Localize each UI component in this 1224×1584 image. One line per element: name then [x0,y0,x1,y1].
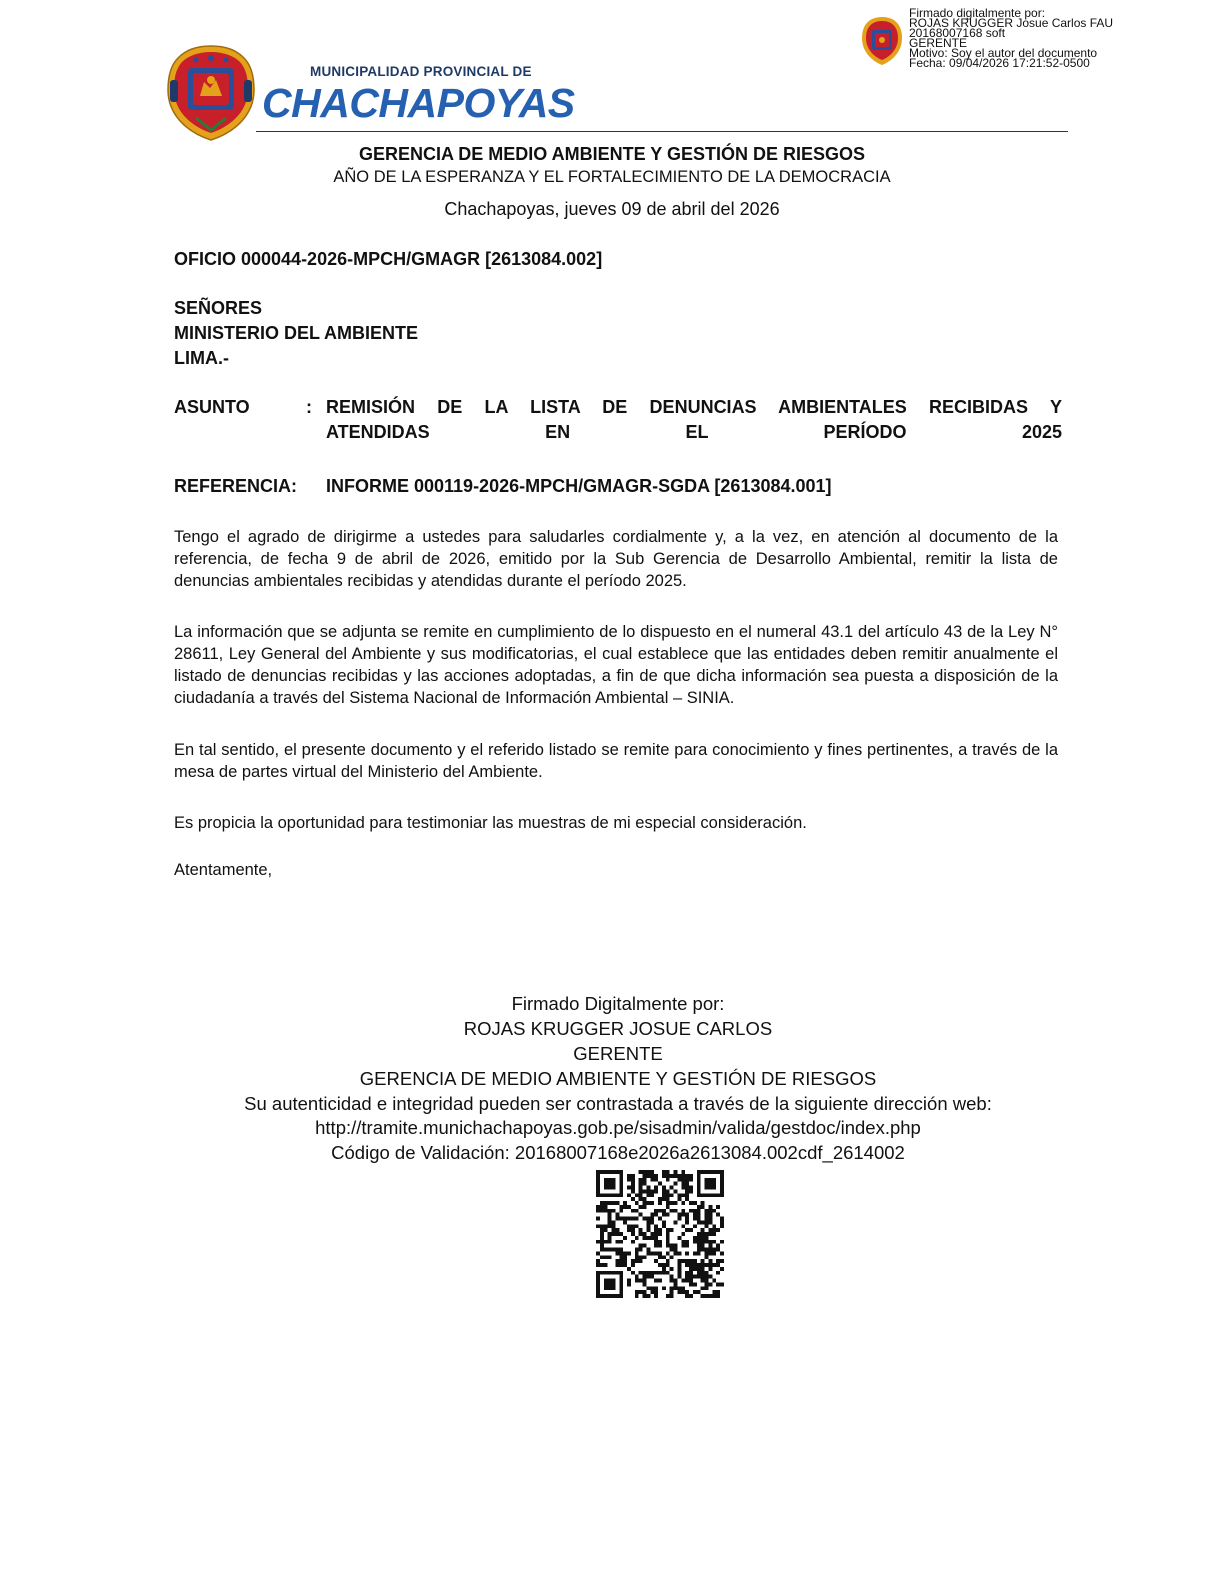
body-paragraph: La información que se adjunta se remite en cumplimiento de lo dispuesto en el numeral 43.1 del artículo 43 de la Ley N° 28611, Ley General del Ambiente y sus modificatorias, el cual establece que las entidades deben remitir anualmente el listado de denuncias recibidas y las acciones adoptadas, a fin de que dicha información sea puesta a disposición de la ciudadanía a través del Sistema Nacional de Información Ambiental – SINIA. [174,623,1058,707]
stamp-line: ROJAS KRUGGER Josue Carlos FAU [909,16,1114,30]
recipient-line: SEÑORES [174,298,263,318]
stamp-line: Fecha: 09/04/2026 17:21:52-0500 [909,56,1090,70]
signer-role: GERENTE [573,1043,663,1064]
closing-salutation: Atentamente, [174,861,273,879]
verification-note: Su autenticidad e integridad pueden ser contrastada a través de la siguiente dirección web: [244,1093,992,1114]
header-divider [256,131,1068,132]
subject-text-line: ATENDIDAS EN EL PERÍODO 2025 [326,422,1062,442]
validation-code: Código de Validación: 20168007168e2026a2613084.002cdf_2614002 [331,1142,905,1163]
signature-seal-icon [860,16,904,66]
subject-label: ASUNTO [174,397,250,417]
stamp-line: Motivo: Soy el autor del documento [909,46,1098,60]
stamp-line: 20168007168 soft [909,26,1006,40]
year-motto: AÑO DE LA ESPERANZA Y EL FORTALECIMIENTO DE LA DEMOCRACIA [333,168,891,186]
verification-url: http://tramite.munichachapoyas.gob.pe/sisadmin/valida/gestdoc/index.php [315,1117,921,1138]
digital-signature-stamp [909,8,1113,68]
body-paragraph: Es propicia la oportunidad para testimoniar las muestras de mi especial consideración. [174,814,807,832]
municipality-label: MUNICIPALIDAD PROVINCIAL DE [310,64,532,79]
office-title: GERENCIA DE MEDIO AMBIENTE Y GESTIÓN DE RIESGOS [358,144,866,164]
oficio-number: OFICIO 000044-2026-MPCH/GMAGR [2613084.002] [174,249,603,269]
stamp-line: GERENTE [909,36,968,50]
stamp-line: Firmado digitalmente por: [909,6,1046,20]
body-paragraph: Tengo el agrado de dirigirme a ustedes para saludarles cordialmente y, a la vez, en atención al documento de la referencia, de fecha 9 de abril de 2026, emitido por la Sub Gerencia de Desarrollo Ambiental, remitir la lista de denuncias ambientales recibidas y atendidas durante el período 2025. [174,528,1058,590]
qr-code [596,1170,724,1298]
subject-text-line: REMISIÓN DE LA LISTA DE DENUNCIAS AMBIENTALES RECIBIDAS Y [326,397,1062,417]
municipality-name: CHACHAPOYAS [262,80,575,126]
place-date: Chachapoyas, jueves 09 de abril del 2026 [444,199,780,219]
signer-name: ROJAS KRUGGER JOSUE CARLOS [463,1018,773,1039]
subject-colon: : [306,397,312,417]
body-paragraph: En tal sentido, el presente documento y el referido listado se remite para conocimiento y fines pertinentes, a través de la mesa de partes virtual del Ministerio del Ambiente. [174,741,1058,781]
recipient-line: LIMA.- [174,348,229,368]
recipient-line: MINISTERIO DEL AMBIENTE [174,323,419,343]
signature-line: Firmado Digitalmente por: [511,993,725,1014]
municipal-crest-logo [166,44,256,142]
reference-label: REFERENCIA: [174,476,298,496]
reference-value: INFORME 000119-2026-MPCH/GMAGR-SGDA [2613084.001] [326,476,832,496]
signer-office: GERENCIA DE MEDIO AMBIENTE Y GESTIÓN DE RIESGOS [359,1068,877,1089]
